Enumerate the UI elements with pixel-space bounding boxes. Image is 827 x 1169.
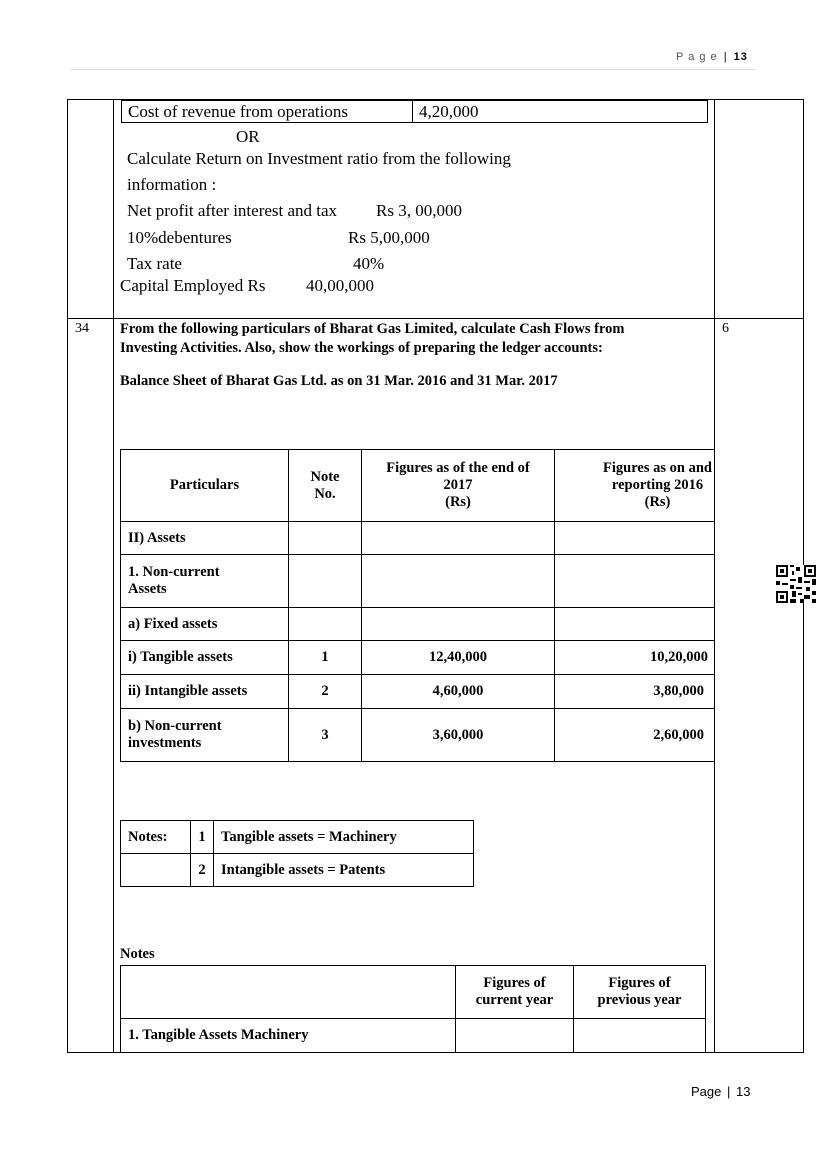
notes-box-label: Notes:: [121, 821, 191, 854]
previous-col-line2: previous year: [597, 992, 682, 1008]
question-text-line1: From the following particulars of Bharat Gas Limited, calculate Cash Flows from: [120, 321, 625, 337]
table-row: [121, 709, 716, 762]
row-previous: 2,60,000: [555, 709, 716, 762]
table-row: [121, 821, 474, 854]
balance-sheet-table: [120, 449, 715, 762]
table-row: [121, 1019, 706, 1053]
note-text: Tangible assets = Machinery: [214, 821, 474, 854]
previous-col-line1: Figures of: [608, 975, 671, 991]
row-note: 3: [289, 709, 362, 762]
col-header-previous: [555, 450, 716, 522]
net-profit-value: Rs 3, 00,000: [376, 201, 462, 220]
notes-detail-table: [120, 965, 706, 1053]
balance-sheet-clip: [120, 449, 715, 763]
previous-header-line2: reporting 2016: [611, 477, 704, 493]
question-number: 34: [75, 321, 89, 336]
notes-box-table: [120, 820, 474, 887]
table-row: [121, 522, 716, 555]
particulars-line2: investments: [128, 735, 202, 751]
notes-row-current: [456, 1019, 574, 1053]
qr-code-icon: [776, 565, 816, 603]
row-particulars: [121, 709, 289, 762]
page-footer: [691, 1084, 750, 1099]
tax-rate-value: 40%: [353, 254, 385, 273]
header-page-number: 13: [733, 51, 748, 63]
row-note: 1: [289, 641, 362, 675]
previous-header-line1: Figures as on and: [603, 460, 712, 476]
row-note: [289, 522, 362, 555]
cost-table: [121, 100, 708, 123]
row-previous: [555, 522, 716, 555]
table-row: [121, 854, 474, 887]
note-header-line1: Note: [310, 468, 340, 485]
row-previous: 10,20,000: [555, 641, 716, 675]
net-profit-label: Net profit after interest and tax: [127, 201, 338, 220]
current-header-line1: Figures as of the end of: [386, 460, 530, 476]
row-previous: [555, 555, 716, 608]
tax-rate-label: Tax rate: [127, 254, 182, 273]
row-current: 4,60,000: [362, 675, 555, 709]
roi-instruction-line2: information :: [127, 175, 217, 194]
row-current: [362, 608, 555, 641]
note-number: 2: [191, 854, 214, 887]
cost-value: 4,20,000: [413, 101, 708, 123]
row-particulars: ii) Intangible assets: [121, 675, 289, 709]
note-header-line2: No.: [314, 485, 336, 502]
page-header: [676, 51, 748, 63]
row-note: 2: [289, 675, 362, 709]
table-header-row: [121, 966, 706, 1019]
notes-table-title: Notes: [120, 946, 155, 962]
current-header-line3: (Rs): [445, 494, 471, 510]
particulars-line1: b) Non-current: [128, 718, 222, 734]
footer-separator: |: [727, 1084, 731, 1099]
row-note: [289, 608, 362, 641]
row-previous: [555, 608, 716, 641]
particulars-line1: 1. Non-current: [128, 564, 220, 580]
balance-sheet-title: Balance Sheet of Bharat Gas Ltd. as on 31 Mar. 2016 and 31 Mar. 2017: [120, 373, 558, 389]
debentures-label: 10%debentures: [127, 228, 232, 247]
row-particulars: II) Assets: [121, 522, 289, 555]
row-current: 12,40,000: [362, 641, 555, 675]
question-marks: 6: [722, 321, 729, 336]
table-row: [121, 608, 716, 641]
notes-col-empty: [121, 966, 456, 1019]
footer-page-label: Page: [691, 1084, 722, 1099]
header-rule: [70, 69, 756, 70]
current-col-line1: Figures of: [483, 975, 546, 991]
capital-employed-value: 40,00,000: [306, 276, 374, 295]
row-current: [362, 522, 555, 555]
footer-page-number: 13: [736, 1084, 751, 1099]
row-particulars: a) Fixed assets: [121, 608, 289, 641]
or-text: OR: [236, 127, 260, 146]
table-header-row: [121, 450, 716, 522]
roi-instruction-line1: Calculate Return on Investment ratio from the following: [127, 149, 511, 168]
note-text: Intangible assets = Patents: [214, 854, 474, 887]
current-col-line2: current year: [475, 992, 554, 1008]
debentures-value: Rs 5,00,000: [348, 228, 430, 247]
row-particulars: i) Tangible assets: [121, 641, 289, 675]
header-page-label: P a g e: [676, 51, 718, 63]
table-row: [121, 641, 716, 675]
notes-row-previous: [574, 1019, 706, 1053]
table-row: [121, 675, 716, 709]
notes-box-empty: [121, 854, 191, 887]
row-note: [289, 555, 362, 608]
current-header-line2: 2017: [443, 477, 473, 493]
question-text-line2: Investing Activities. Also, show the workings of preparing the ledger accounts:: [120, 340, 603, 356]
notes-row-label: 1. Tangible Assets Machinery: [121, 1019, 456, 1053]
header-separator: |: [723, 51, 728, 63]
notes-col-previous: [574, 966, 706, 1019]
capital-employed-label: Capital Employed Rs: [120, 276, 266, 295]
row-current: [362, 555, 555, 608]
col-header-note: [289, 450, 362, 522]
cost-label: Cost of revenue from operations: [122, 101, 413, 123]
notes-col-current: [456, 966, 574, 1019]
previous-header-line3: (Rs): [644, 494, 671, 510]
particulars-line2: Assets: [128, 581, 167, 597]
col-header-current: [362, 450, 555, 522]
row-particulars: [121, 555, 289, 608]
row-previous: 3,80,000: [555, 675, 716, 709]
table-row: [121, 555, 716, 608]
row-current: 3,60,000: [362, 709, 555, 762]
note-number: 1: [191, 821, 214, 854]
col-header-particulars: Particulars: [121, 450, 289, 522]
